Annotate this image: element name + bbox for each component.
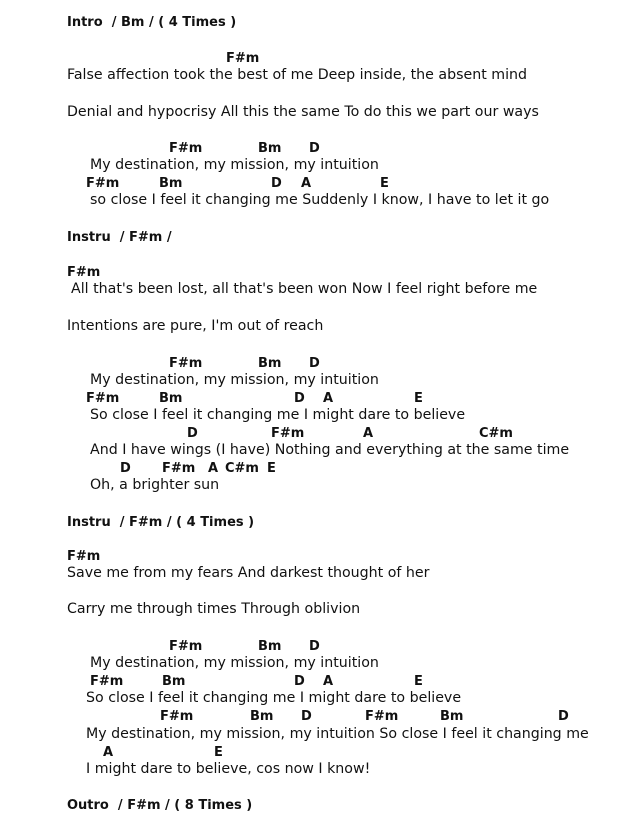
chord: D	[187, 426, 198, 441]
chord: Bm	[159, 391, 183, 406]
chord: F#m	[160, 709, 194, 724]
lyric-line: So close I feel it changing me I might dare to believe	[86, 690, 462, 706]
chord: Bm	[159, 176, 183, 191]
lyric-line: so close I feel it changing me Suddenly I know, I have to let it go	[90, 192, 550, 208]
chord: F#m	[162, 461, 196, 476]
chord: D	[294, 391, 305, 406]
chord: E	[214, 745, 223, 760]
chord: F#m	[226, 51, 260, 66]
chord: A	[323, 391, 334, 406]
chord: Bm	[258, 141, 282, 156]
chord: D	[301, 709, 312, 724]
chord: E	[414, 391, 423, 406]
lyric-line: My destination, my mission, my intuition	[90, 655, 379, 671]
chord: A	[363, 426, 374, 441]
chord: E	[380, 176, 389, 191]
chord: F#m	[169, 639, 203, 654]
section-outro: Outro / F#m / ( 8 Times )	[67, 798, 253, 813]
chord: Bm	[440, 709, 464, 724]
chord: F#m	[86, 176, 120, 191]
chord: C#m	[479, 426, 513, 441]
section-intro: Intro / Bm / ( 4 Times )	[67, 15, 237, 30]
lyric-line: And I have wings (I have) Nothing and everything at the same time	[90, 442, 570, 458]
chord: Bm	[250, 709, 274, 724]
chord: D	[271, 176, 282, 191]
section-instru: Instru / F#m /	[67, 230, 172, 245]
chord: D	[558, 709, 569, 724]
lyric-line: Save me from my fears And darkest thought of her	[67, 565, 430, 581]
chord: D	[120, 461, 131, 476]
lyric-line: My destination, my mission, my intuition So close I feel it changing me	[86, 726, 589, 742]
chord: F#m	[67, 265, 101, 280]
chord: D	[309, 639, 320, 654]
lyric-line: I might dare to believe, cos now I know!	[86, 761, 371, 777]
section-instru: Instru / F#m / ( 4 Times )	[67, 515, 255, 530]
lyric-line: My destination, my mission, my intuition	[90, 157, 379, 173]
chord: F#m	[365, 709, 399, 724]
chord: Bm	[258, 356, 282, 371]
lyric-line: False affection took the best of me Deep inside, the absent mind	[67, 67, 528, 83]
chord: D	[294, 674, 305, 689]
chord: C#m	[225, 461, 259, 476]
lyric-line: So close I feel it changing me I might dare to believe	[90, 407, 466, 423]
chord: Bm	[258, 639, 282, 654]
lyric-line: Intentions are pure, I'm out of reach	[67, 318, 324, 334]
chord: A	[323, 674, 334, 689]
chord: E	[267, 461, 276, 476]
chord: Bm	[162, 674, 186, 689]
chord: F#m	[67, 549, 101, 564]
lyric-line: My destination, my mission, my intuition	[90, 372, 379, 388]
chord: F#m	[169, 356, 203, 371]
chord: F#m	[271, 426, 305, 441]
chord: D	[309, 356, 320, 371]
chord: E	[414, 674, 423, 689]
lyric-line: All that's been lost, all that's been won Now I feel right before me	[71, 281, 538, 297]
chord: A	[301, 176, 312, 191]
lyric-line: Carry me through times Through oblivion	[67, 601, 361, 617]
chord: D	[309, 141, 320, 156]
chord: F#m	[90, 674, 124, 689]
chord: A	[103, 745, 114, 760]
chord: F#m	[86, 391, 120, 406]
chord: A	[208, 461, 219, 476]
lyric-line: Oh, a brighter sun	[90, 477, 220, 493]
lyric-line: Denial and hypocrisy All this the same To do this we part our ways	[67, 104, 539, 120]
chord: F#m	[169, 141, 203, 156]
